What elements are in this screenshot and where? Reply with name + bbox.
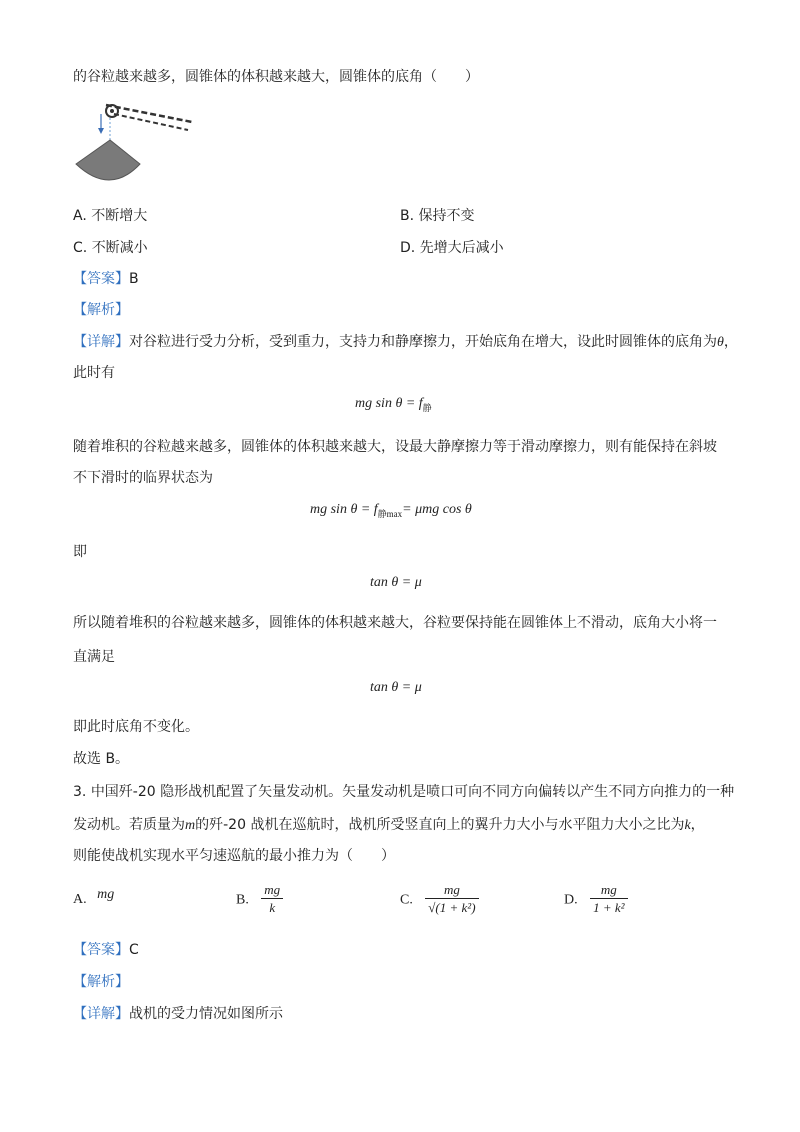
equation-3: tan θ = μ [370, 575, 422, 590]
conveyor-belt [106, 105, 192, 130]
q3-option-a[interactable]: A. mg [73, 887, 115, 907]
q3-answer: 【答案】C [73, 942, 139, 958]
q3-detail: 【详解】战机的受力情况如图所示 [73, 1006, 283, 1022]
grain-cone [76, 140, 140, 180]
q2-detail-line5: 所以随着堆积的谷粒越来越多，圆锥体的体积越来越大，谷粒要保持能在圆锥体上不滑动，底角大小将一 [73, 615, 717, 631]
q2-detail-line3: 随着堆积的谷粒越来越多，圆锥体的体积越来越大，设最大静摩擦力等于滑动摩擦力，则有能保持在斜坡 [73, 439, 717, 455]
q2-stem: 的谷粒越来越多，圆锥体的体积越来越大，圆锥体的底角（ ） [73, 69, 479, 85]
q2-detail-line1: 【详解】对谷粒进行受力分析，受到重力，支持力和静摩擦力，开始底角在增大，设此时圆锥体的底角为θ， [73, 334, 738, 350]
q2-answer: 【答案】B [73, 271, 139, 287]
q2-analysis-tag: 【解析】 [73, 302, 129, 318]
equation-4: tan θ = μ [370, 680, 422, 695]
equation-1: mg $\sin \theta = f_静$ [355, 396, 432, 413]
equation-2: mg $\sin \theta = f_{静max}= \mu mg$ cos θ [310, 502, 472, 519]
q3-stem-line1: 3. 中国歼-20 隐形战机配置了矢量发动机。矢量发动机是喷口可向不同方向偏转以产生不同方向推力的一种 [73, 784, 735, 800]
q2-conclusion: 即此时底角不变化。 [73, 719, 199, 735]
q3-option-c[interactable]: C. $\frac{mg}{\text{√(1 + k²)}}$ [400, 882, 479, 917]
q3-option-d[interactable]: D. $\frac{mg}{\text{1 + k²}}$ [564, 882, 628, 917]
q2-detail-line6: 直满足 [73, 649, 115, 665]
q2-option-d[interactable]: D. 先增大后减小 [400, 240, 504, 256]
conveyor-cone-figure [70, 92, 200, 192]
falling-arrow [98, 114, 104, 134]
q2-option-a[interactable]: A. 不断增大 [73, 208, 148, 224]
q2-ji: 即 [73, 544, 87, 560]
q2-option-c[interactable]: C. 不断减小 [73, 240, 148, 256]
q3-option-b[interactable]: B. $\frac{mg}{k}$ [236, 882, 283, 917]
q2-detail-line2: 此时有 [73, 365, 115, 381]
q3-analysis-tag: 【解析】 [73, 974, 129, 990]
q2-detail-line4: 不下滑时的临界状态为 [73, 470, 213, 486]
q3-stem-line2: 发动机。若质量为m的歼-20 战机在巡航时，战机所受竖直向上的翼升力大小与水平阻力大小之比为k， [73, 817, 705, 833]
q2-option-b[interactable]: B. 保持不变 [400, 208, 475, 224]
q3-stem-line3: 则能使战机实现水平匀速巡航的最小推力为（ ） [73, 848, 395, 864]
q2-choose: 故选 B。 [73, 751, 130, 767]
